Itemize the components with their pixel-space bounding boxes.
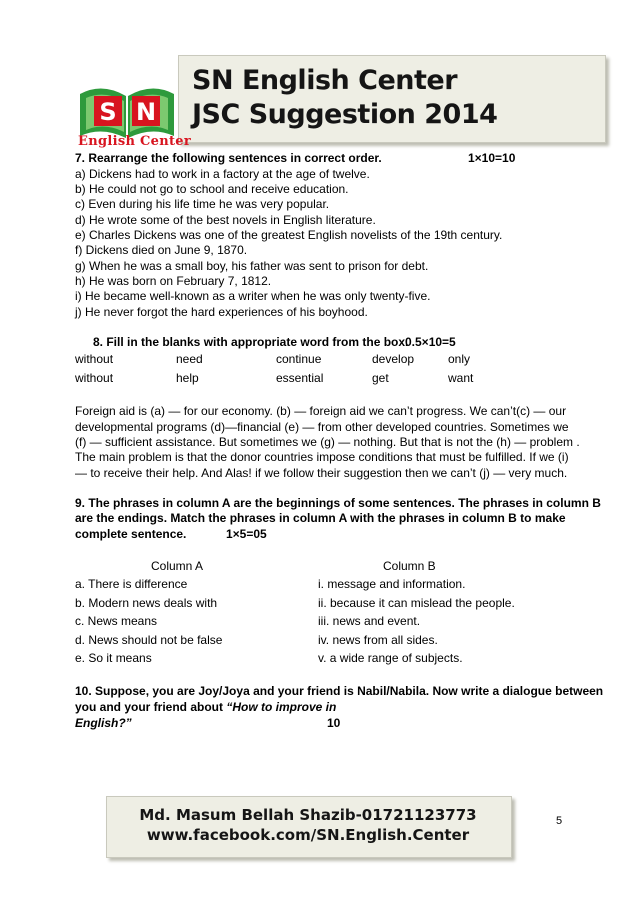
q7-marks: 1×10=10 <box>468 151 516 165</box>
q7-item: j) He never forgot the hard experiences of his boyhood. <box>75 305 368 319</box>
q9-heading: 9. The phrases in column A are the beginnings of some sentences. The phrases in column B <box>75 496 601 510</box>
q7-heading: 7. Rearrange the following sentences in correct order. <box>75 151 382 165</box>
q7-item: e) Charles Dickens was one of the greatest English novelists of the 19th century. <box>75 228 503 242</box>
q10-text: you and your friend about <box>75 700 227 714</box>
q8-passage-line: The main problem is that the donor countries impose conditions that must be fulfilled. If we (i) <box>75 450 569 464</box>
header-title: SN English Center <box>192 65 458 96</box>
q7-item: h) He was born on February 7, 1812. <box>75 274 272 288</box>
column-a-item: b. Modern news deals with <box>75 596 218 610</box>
word-box-item: without <box>75 371 114 385</box>
q7-item: i) He became well-known as a writer when he was only twenty-five. <box>75 289 431 303</box>
column-a-item: c. News means <box>75 614 158 628</box>
q7-item: f) Dickens died on June 9, 1870. <box>75 243 248 257</box>
q8-heading: 8. Fill in the blanks with appropriate word from the box. <box>93 335 409 349</box>
q7-item: b) He could not go to school and receive education. <box>75 182 349 196</box>
column-b-item: v. a wide range of subjects. <box>318 651 463 665</box>
svg-text:N: N <box>135 98 157 126</box>
footer-link[interactable]: www.facebook.com/SN.English.Center <box>146 826 470 844</box>
q10-topic-end-text: English?” <box>75 716 132 730</box>
column-b-item: iv. news from all sides. <box>318 633 438 647</box>
word-box-item: continue <box>276 352 322 366</box>
column-b-title: Column B <box>383 559 436 573</box>
column-a-title: Column A <box>151 559 204 573</box>
column-a-item: d. News should not be false <box>75 633 223 647</box>
q10-topic: “How to improve in <box>226 700 337 714</box>
q10-heading-cont <box>75 700 336 714</box>
logo-caption: English Center <box>78 134 192 149</box>
q10-topic-end <box>75 716 132 730</box>
q8-passage-line: Foreign aid is (a) — for our economy. (b) — foreign aid we can’t progress. We can’t(c) — our <box>75 404 567 418</box>
column-a-item: a. There is difference <box>75 577 188 591</box>
q7-item: d) He wrote some of the best novels in English literature. <box>75 213 376 227</box>
header-subtitle: JSC Suggestion 2014 <box>192 99 498 130</box>
q9-marks: 1×5=05 <box>226 527 267 541</box>
word-box-item: get <box>372 371 389 385</box>
q8-passage-line: (f) — sufficient assistance. But sometimes we (g) — nothing. But that is not the (h) — problem . <box>75 435 580 449</box>
q7-item: g) When he was a small boy, his father was sent to prison for debt. <box>75 259 429 273</box>
q8-passage-line: — to receive their help. And Alas! if we follow their suggestion then we can’t (j) — very much. <box>75 466 568 480</box>
word-box-item: essential <box>276 371 324 385</box>
word-box-item: need <box>176 352 203 366</box>
q10-marks: 10 <box>327 716 341 730</box>
word-box-item: only <box>448 352 471 366</box>
q7-item: a) Dickens had to work in a factory at the age of twelve. <box>75 167 370 181</box>
column-a-item: e. So it means <box>75 651 152 665</box>
word-box-item: without <box>75 352 114 366</box>
q8-passage-line: developmental programs (d)—financial (e) — from other developed countries. Sometimes we <box>75 420 569 434</box>
column-b-item: i. message and information. <box>318 577 466 591</box>
q8-marks: 0.5×10=5 <box>405 335 456 349</box>
q10-heading: 10. Suppose, you are Joy/Joya and your friend is Nabil/Nabila. Now write a dialogue between <box>75 684 604 698</box>
q9-heading: complete sentence. <box>75 527 187 541</box>
word-box-item: help <box>176 371 199 385</box>
word-box-item: develop <box>372 352 415 366</box>
column-b-item: ii. because it can mislead the people. <box>318 596 515 610</box>
q9-heading: are the endings. Match the phrases in column A with the phrases in column B to make <box>75 511 566 525</box>
word-box-item: want <box>448 371 474 385</box>
column-b-item: iii. news and event. <box>318 614 421 628</box>
footer-author: Md. Masum Bellah Shazib-01721123773 <box>139 806 477 824</box>
q7-item: c) Even during his life time he was very popular. <box>75 197 330 211</box>
page-number: 5 <box>556 815 563 827</box>
svg-text:S: S <box>99 98 117 126</box>
